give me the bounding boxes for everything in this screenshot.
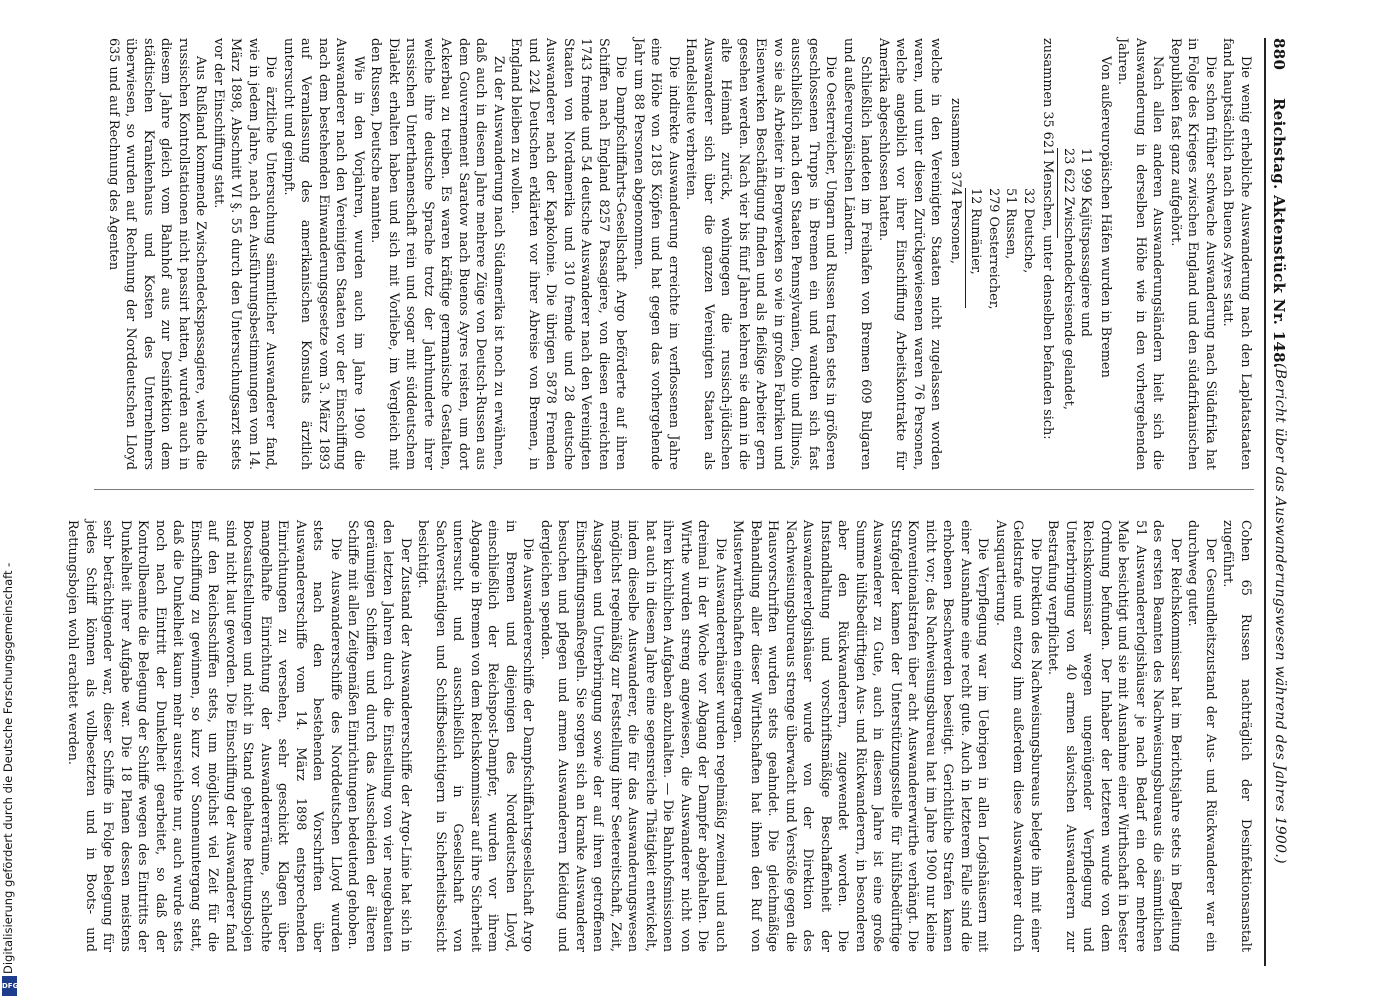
sidebar-credit — [0, 0, 20, 1000]
page-title: Reichstag. Aktenstück Nr. 148. — [1270, 98, 1288, 369]
paragraph: Der Gesundheitszustand der Aus- und Rückwanderer war ein durchweg guter. — [1185, 520, 1218, 952]
paragraph: Die indirekte Auswanderung erreichte im verflossenen Jahre eine Höhe von 2185 Köpfen und hat gegen das vorhergehende Jahr um 88 Personen abgenommen. — [631, 38, 681, 470]
left-column — [94, 38, 1254, 470]
paragraph: Die Auswandererhäuser wurden regelmäßig zweimal und auch dreimal in der Woche vor Abgang der Dampfer abgehalten. Die Wirthe wurden streng angewiesen, die Auswanderer nicht von ihren kirchlichen Aufgaben abzuhalten. — Die Bahnhofsmissionen hat auch in diesem Jahre eine segensreiche Thätigkeit entwickelt, indem dieselbe Auswanderer, die für das Auswanderungswesen möglichst regelmäßig zur Feststellung ihrer Seetereitschaft, Zeit, Ausgaben und Unterbringung sowie der auf ihren getroffenen Einschiffungsmaßregeln. Sie sorgen sich an kranke Auswanderer besuchen und pflegen und armen Auswanderern Kleidung und dergleichen spenden. — [538, 520, 728, 952]
stat-line: 279 Oesterreicher, — [986, 188, 1001, 310]
paragraph: Die Direktion des Nachweisungsbureaus belegte ihn mit einer Geldstrafe und entzog ihm außerdem diese Auswanderer durch Ausquartierung. — [993, 520, 1043, 952]
paragraph: Der Reichskommissar hat im Berichtsjahre stets in Begleitung des ersten Beamten des Nachweisungsbureaus die sämmtlichen 51 Auswandererlogishäuser je nach Bedarf ein oder mehrere Male besichtigt und sie mit Ausnahme einer Wirthschaft in bester Ordnung befunden. Der Inhaber der letzteren wurde von dem Reichskommissar wegen ungenügender Verpflegung und Unterbringung von 40 armen slavischen Auswanderern zur Bestrafung verpflichtet. — [1045, 520, 1183, 952]
dfg-logo: DFG — [2, 976, 17, 996]
paragraph: Aus Rußland kommende Zwischendeckspassagiere, welche die russischen Kontrollstationen nicht passirt hatten, wurden auch in diesem Jahre gleich vom Bahnhof aus zur Desinfektion dem städtischen Krankenhaus und Kosten des Unternehmers überwiesen, so wurden auf Rechnung der Norddeutschen Lloyd 635 und auf Rechnung des Agenten — [106, 38, 209, 470]
paragraph: Cohen 65 Russen nachträglich der Desinfektionsanstalt zugeführt. — [1220, 520, 1253, 952]
paragraph: Die Oesterreicher, Ungarn und Russen trafen stets in größeren geschlossenen Trupps in Bremen ein und wandten sich fast ausschließlich nach den Staaten Pennsylvanien, Ohio und Illinois, wo sie als Arbeiter in Bergwerken so wie in großen Fabriken und Eisenwerken Beschäftigung finden und als fleißige Arbeiter gern gesehen werden. Nach vier bis fünf Jahren kehren sie dann in die alte Heimath zurück, wohingegen die russisch-jüdischen Auswanderer sich über die ganzen Vereinigten Staaten als Handelsleute verbreiten. — [683, 38, 839, 470]
page-subtitle: (Bericht über das Auswanderungswesen während des Jahres 1900.) — [1272, 363, 1288, 864]
nationality-statistics — [947, 38, 1038, 470]
paragraph: Die Dampfschiffahrts-Gesellschaft Argo beförderte auf ihren Schiffen nach England 8257 Passagiere, von diesen erreichten 1743 fremde und 54 deutsche Auswanderer nach den Vereinigten Staaten von Nordamerika und 310 fremde und 28 deutsche Auswanderer nach der Kapkolonie. Die übrigen 5878 Fremden und 224 Deutschen erklärten vor ihrer Abreise von Bremen, in England bleiben zu wollen. — [508, 38, 629, 470]
landing-statistics — [1039, 38, 1095, 470]
paragraph: Von außereuropäischen Häfen wurden in Bremen — [1098, 56, 1113, 378]
right-column — [65, 520, 1254, 952]
digitization-credit: Digitalisierung gefördert durch die Deutsche Forschungsgemeinschaft - — [1, 562, 15, 974]
header-rule — [1264, 38, 1266, 966]
sum-rule — [1058, 148, 1059, 238]
paragraph: Die Auswandererschiffe des Norddeutschen Lloyd wurden stets nach den bestehenden Vorschriften über Auswandererschiffe vom 14. März 1898 entsprechenden Einrichtungen zu versehen, sehr geschickt Klagen über mangelhafte Einrichtung der Auswandererräume, schlechte Bootsaufstellungen und nicht in Stand gehaltene Rettungsbojen sind nicht laut geworden. Die Einschiffung der Auswanderer fand auf den Reichsschiffen stets, um möglichst viel Zeit für die Einschiffung zu gewinnen, so kurz vor Sonnenuntergang statt, daß die Dunkelheit kaum mehr ausreichte nur, auch wurde stets noch nach Eintritt der Dunkelheit gearbeitet, so daß der Kontrollbeamte die Belegung der Schiffe wegen des Eintritts der Dunkelheit ihrer Aufgabe war. Die 18 Planen dessen meistens sehr beträchtigender war, dieser Schiffe in Folge Belegung für jedes Schiff können als vollbesetzten und in Boots- und Rettungsbojen wohl erachtet werden. — [65, 520, 343, 952]
page-header — [1264, 38, 1290, 966]
stat-sum: zusammen 374 Personen, — [948, 98, 963, 264]
stat-line: 32 Deutsche, — [1021, 188, 1036, 274]
paragraph: Die wenig erhebliche Auswanderung nach den Laplatastaaten fand hauptsächlich nach Buenos Ayres statt. — [1220, 38, 1253, 470]
sum-rule — [965, 188, 966, 308]
stat-line: 23 622 Zwischendeckreisende gelandet, — [1061, 148, 1076, 410]
stat-sum: zusammen 35 621 Menschen, unter denselben befanden sich: — [1040, 38, 1056, 440]
stat-line: 11 999 Kajütspassagiere und — [1078, 148, 1094, 337]
page-number: 880 — [1270, 38, 1288, 71]
paragraph: Nach allen anderen Auswanderungsländern hielt sich die Auswanderung in derselben Höhe wie in den vorhergehenden Jahren. — [1115, 38, 1166, 470]
stat-line: 51 Russen, — [1003, 188, 1019, 260]
paragraph: Die Verpflegung war im Uebrigen in allen Logishäusern mit einer Ausnahme eine recht gute. Auch in letzterem Falle sind die erhobenen Beschwerden beseitigt. Gerichtliche Strafen kamen nicht vor; das Nachweisungsbureau hat im Jahre 1900 nur kleine Konventionalstrafen über acht Auswandererwirthe verhängt. Die Strafgelder kamen der Unterstützungsstelle für hülfsbedürftige Auswanderer zu Gute, auch in diesem Jahre ist eine große Summe hülfsbedürftigen Aus- und Rückwanderern, in besonderen aber den Rückwanderern, zugewendet worden. Die Instandhaltung und vorschriftsmäßige Beschaffenheit der Auswandererlogishäuser wurde von der Direktion des Nachweisungsbureaus strenge überwacht und Verstöße gegen die Hausvorschriften wurden stets geahndet. Die gleichmäßige Behandlung aller dieser Wirthschaften hat ihnen den Ruf von Musterwirthschaften eingetragen. — [730, 520, 991, 952]
paragraph: Die schon früher schwache Auswanderung nach Südafrika hat in Folge des Krieges zwischen England und den südafrikanischen Republiken fast ganz aufgehört. — [1168, 38, 1218, 470]
paragraph: Schließlich landeten im Freihafen von Bremen 609 Bulgaren und außereuropäischen Ländern. — [841, 38, 874, 470]
paragraph: Wie in den Vorjahren, wurden auch im Jahre 1900 die Auswanderer nach den Vereinigten Staaten vor der Einschiffung nach dem bestehenden Einwanderungsgesetze vom 3. März 1893 auf Veranlassung des amerikanischen Konsulats ärztlich untersucht und geimpft. — [281, 38, 366, 470]
paragraph: Die Auswandererschiffe der Dampfschiffahrtsgesellschaft Argo in Bremen und diejenigen des Norddeutschen Lloyd, einschließlich der Reichspost-Dampfer, wurden vor ihrem Abgange in Bremen von dem Reichskommissar auf ihre Sicherheit untersucht und ausschließlich in Gesellschaft von Sachverständigen und Schiffsbesichtigern in Sicherheitsbesicht besichtigt. — [415, 520, 536, 952]
paragraph: Der Zustand der Auswandererschiffe der Argo-Linie hat sich in den letzten Jahren durch die Einstellung von vier neugebauten geräumigen Schiffen und durch das Ausscheiden der älteren Schiffe mit allen Zeitgemäßen Einrichtungen bedeutend gehoben. — [345, 520, 413, 952]
column-divider — [94, 489, 1254, 490]
paragraph: welche in den Vereinigten Staaten nicht zugelassen worden waren, und unter diesen Zurückgewiesenen waren 76 Personen, welche angeblich vor ihrer Einschiffung Arbeitskontrakte für Amerika abgeschlossen hatten. — [876, 38, 944, 470]
paragraph: Zu der Auswanderung nach Südamerika ist noch zu erwähnen, daß auch in diesem Jahre mehrere Züge von Deutsch-Russen aus dem Gouvernement Saratow nach Buenos Ayres reisten, um dort Ackerbau zu treiben. Es waren kräftige germanische Gestalten, welche ihre deutsche Sprache trotz der Jahrhunderte ihrer russischen Unterthanenschaft rein und sogar mit süddeutschem Dialekt erhalten haben und sich mit Vorliebe, im Vergleich mit den Russen, Deutsche nannten. — [368, 38, 506, 470]
paragraph: Die ärztliche Untersuchung sämmtlicher Auswanderer fand, wie in jedem Jahre, nach den Ausführungsbestimmungen vom 14. März 1898, Abschnitt VI §. 55 durch den Untersuchungsarzt stets vor der Einschiffung statt. — [211, 38, 279, 470]
stat-line: 12 Rumänier, — [968, 188, 984, 275]
document-page — [65, 0, 1300, 1000]
